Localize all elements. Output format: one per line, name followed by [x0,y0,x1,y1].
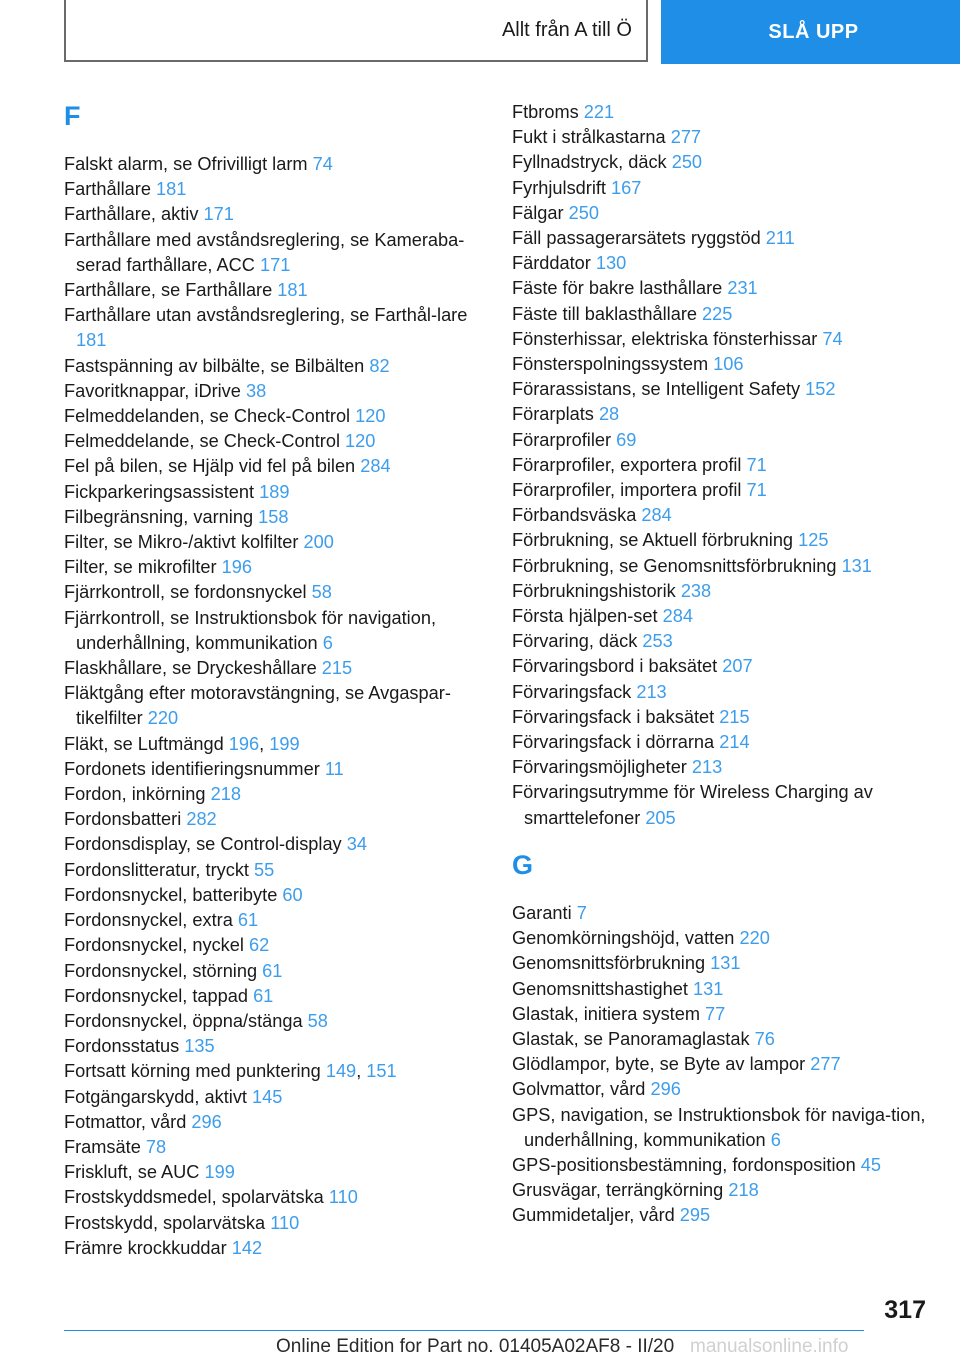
index-entry [512,276,932,301]
page-ref-link[interactable]: 218 [728,1180,759,1201]
index-entry [64,152,484,177]
page-ref-link[interactable]: 171 [259,254,291,275]
index-entry [512,125,932,150]
index-entry [64,404,484,429]
page-ref-link[interactable]: 82 [369,355,390,376]
index-column-right [512,100,932,1229]
index-entry [512,680,932,705]
index-entry-term: Fyllnadstryck, däck [512,152,672,173]
ref-separator: , [356,1061,367,1082]
page-ref-link[interactable]: 220 [147,708,179,729]
index-entry-term: Farthållare, se Farthållare [64,280,278,301]
page-ref-link[interactable]: 171 [203,204,234,225]
page-ref-link[interactable]: 199 [269,733,300,754]
index-entry-term: Farthållare utan avståndsreglering, se Farthål‐lare [64,305,468,326]
page-ref-link[interactable]: 55 [254,859,275,880]
index-entry-term: Felmeddelanden, se Check-Control [64,406,356,427]
index-entry [512,453,932,478]
index-entry [512,377,932,402]
index-entry [64,1236,484,1261]
index-entry-term: Fäste för bakre lasthållare [512,278,728,299]
index-entry-term: Fordonsnyckel, extra [64,910,238,931]
index-entry [512,1203,932,1228]
index-entry [512,951,932,976]
index-entry [512,1027,932,1052]
index-entry [64,530,484,555]
page-ref-link[interactable]: 131 [841,555,872,576]
page-ref-link[interactable]: 277 [810,1054,841,1075]
index-entry [64,1009,484,1034]
top-navigation-bar [0,0,960,66]
index-entry-term: Förarprofiler, exportera profil [512,454,747,475]
section-letter-g: G [512,849,534,880]
page-ref-link[interactable]: 213 [636,681,667,702]
index-entry-term: Fjärrkontroll, se Instruktionsbok för navigation, underhållning, kommunikation [64,607,437,653]
index-entry [512,579,932,604]
index-entry-term: Fordonsnyckel, störning [64,960,263,981]
page-ref-link[interactable]: 167 [611,177,642,198]
index-entry-term: Fordon, inkörning [64,784,211,805]
index-entry [64,782,484,807]
index-entry [512,176,932,201]
index-entry-term: Fortsatt körning med punktering [64,1061,326,1082]
watermark: manualsonline.info [690,1336,849,1357]
index-entry [64,908,484,933]
page-ref-link[interactable]: 284 [641,505,672,526]
index-entry [512,780,932,830]
index-entry-term: Förvaringsfack [512,681,637,702]
index-entry-term: Förbandsväska [512,505,642,526]
index-entry [64,580,484,605]
page-ref-link[interactable]: 250 [568,202,599,223]
page-ref-link[interactable]: 220 [739,928,770,949]
page-ref-link[interactable]: 149 [325,1061,357,1082]
index-entry [64,228,484,278]
page-ref-link[interactable]: 131 [710,953,741,974]
page-ref-link[interactable]: 282 [186,809,217,830]
page-ref-link[interactable]: 189 [259,481,290,502]
page-ref-link[interactable]: 215 [321,658,353,679]
index-entry-term: Förarassistans, se Intelligent Safety [512,379,806,400]
page-ref-link[interactable]: 200 [303,532,334,553]
page-ref-link[interactable]: 71 [746,454,767,475]
page-ref-link[interactable]: 74 [822,328,843,349]
index-entry-term: Förvaringsmöjligheter [512,757,692,778]
index-entry-term: Glastak, se Panoramaglastak [512,1028,755,1049]
page-ref-link[interactable]: 284 [662,606,693,627]
page-ref-link[interactable]: 7 [576,902,587,923]
index-entry-term: Friskluft, se AUC [64,1162,205,1183]
page-ref-link[interactable]: 205 [645,807,676,828]
page-ref-link[interactable]: 61 [253,985,274,1006]
index-entry [512,150,932,175]
index-entry-term: Fjärrkontroll, se fordonsnyckel [64,582,312,603]
index-entry-term: Fordonsnyckel, batteribyte [64,884,283,905]
index-entry [64,177,484,202]
index-entry [512,1002,932,1027]
index-entry [64,732,484,757]
page-ref-link[interactable]: 38 [245,380,267,401]
index-entry [512,478,932,503]
page-ref-link[interactable]: 218 [210,784,241,805]
page-ref-link[interactable]: 295 [679,1205,711,1226]
section-letter-f: F [64,101,81,131]
page-ref-link[interactable]: 151 [366,1061,397,1082]
index-column-left [64,100,484,1261]
index-entry [512,926,932,951]
page-ref-link[interactable]: 215 [719,706,750,727]
index-entry [512,1103,932,1153]
index-entry-term: Glödlampor, byte, se Byte av lampor [512,1054,811,1075]
index-entry [512,1178,932,1203]
index-entry-term: Felmeddelande, se Check-Control [64,431,346,452]
page-ref-link[interactable]: 225 [702,303,733,324]
index-entry-term: Genomsnittshastighet [512,978,693,999]
index-entry-term: Fäste till baklasthållare [512,303,703,324]
index-entry [64,1085,484,1110]
page-ref-link[interactable]: 145 [252,1086,283,1107]
index-entry [512,1153,932,1178]
page-ref-link[interactable]: 196 [221,557,253,578]
page-ref-link[interactable]: 76 [754,1028,775,1049]
index-entry [64,883,484,908]
page-ref-link[interactable]: 74 [312,154,333,174]
page-ref-link[interactable]: 213 [691,757,723,778]
index-entry [64,429,484,454]
index-entry-term: Fastspänning av bilbälte, se Bilbälten [64,355,370,376]
index-entry [512,528,932,553]
page-ref-link[interactable]: 181 [156,179,187,200]
index-entry-term: Favoritknappar, iDrive [64,380,246,401]
page-number: 317 [884,1296,926,1324]
index-entry-term: Fyrhjulsdrift [512,177,612,198]
page-ref-link[interactable]: 77 [705,1003,726,1024]
index-entry [64,303,484,353]
page-ref-link[interactable]: 45 [860,1154,882,1175]
index-entry-term: Filter, se Mikro-/aktivt kolfilter [64,532,304,553]
index-entry-term: Förarprofiler, importera profil [512,480,747,501]
index-entry [64,480,484,505]
index-entry-term: Glastak, initiera system [512,1003,706,1024]
index-entry [512,730,932,755]
index-entry [64,1185,484,1210]
lookup-tab[interactable] [661,0,960,64]
index-entry-term: Fäll passagerarsätets ryggstöd [512,228,766,249]
edition-text: Online Edition for Part no. 01405A02AF8 - II/20 [276,1336,675,1357]
ref-separator: , [259,733,270,754]
page-ref-link[interactable]: 296 [191,1111,222,1132]
index-entry [64,757,484,782]
index-entry-term: Golvmattor, vård [512,1079,651,1100]
index-entry-term: Frostskyddsmedel, spolarvätska [64,1187,329,1208]
index-entry [64,379,484,404]
index-entry [64,354,484,379]
index-entry [64,984,484,1009]
footer-divider [64,1330,864,1331]
page-ref-link[interactable]: 61 [237,910,259,931]
index-entry-term: Förbrukning, se Aktuell förbrukning [512,530,799,551]
index-entry [64,933,484,958]
page-ref-link[interactable]: 58 [307,1010,328,1031]
index-entry-term: Förbrukning, se Genomsnittsförbrukning [512,555,842,576]
index-entry [512,629,932,654]
page-ref-link[interactable]: 181 [76,330,107,351]
index-entry-term: Fel på bilen, se Hjälp vid fel på bilen [64,456,361,477]
index-entry [64,959,484,984]
index-entry-term: Fordonslitteratur, tryckt [64,859,255,880]
index-entry [512,428,932,453]
index-entry [64,858,484,883]
a-to-z-tab[interactable] [64,0,648,62]
index-entry-term: Förvaringsutrymme för Wireless Charging av smarttelefoner [512,782,873,828]
page-ref-link[interactable]: 181 [277,280,308,301]
index-entry-term: Fläkt, se Luftmängd [64,733,229,754]
a-to-z-tab-label: Allt från A till Ö [501,18,632,41]
index-entry-term: Farthållare med avståndsreglering, se Kameraba‐serad farthållare, ACC [64,229,465,275]
page-ref-link[interactable]: 110 [270,1212,300,1233]
index-entry [64,807,484,832]
page-ref-link[interactable]: 130 [595,253,627,274]
page-ref-link[interactable]: 211 [765,228,795,249]
index-entry [512,352,932,377]
index-entry [64,505,484,530]
index-entry-term: Fälgar [512,202,569,223]
index-entry-term: Förarprofiler [512,429,617,450]
page-ref-link[interactable]: 11 [324,758,344,779]
page-ref-link[interactable]: 231 [727,278,758,299]
index-entry [512,302,932,327]
page-ref-link[interactable]: 158 [258,506,289,527]
index-entry-term: Förvaringsbord i baksätet [512,656,723,677]
page-ref-link[interactable]: 60 [282,884,303,905]
index-entry [64,606,484,656]
index-list-f-right [512,100,932,831]
index-entry [512,226,932,251]
index-entry-term: Farthållare, aktiv [64,204,204,225]
index-entry-term: Flaskhållare, se Dryckeshållare [64,658,322,679]
page-ref-link[interactable]: 238 [680,580,712,601]
page-ref-link[interactable]: 34 [346,834,367,855]
index-entry-term: Fläktgång efter motoravstängning, se Avgaspar‐tikelfilter [64,683,451,729]
index-entry-term: Fordonsnyckel, nyckel [64,935,249,956]
page-ref-link[interactable]: 214 [719,732,750,753]
index-entry [512,402,932,427]
index-entry-term: Fordonets identifieringsnummer [64,758,325,779]
page-ref-link[interactable]: 120 [345,431,376,452]
index-entry-term: Gummidetaljer, vård [512,1205,680,1226]
index-entry-term: GPS, navigation, se Instruktionsbok för naviga‐tion, underhållning, kommunikation [512,1104,926,1150]
page-ref-link[interactable]: 61 [262,960,283,981]
page-ref-link[interactable]: 71 [746,480,767,501]
page-ref-link[interactable]: 69 [616,429,637,450]
index-entry [512,554,932,579]
index-entry [64,832,484,857]
page-ref-link[interactable]: 110 [328,1187,358,1208]
index-entry-term: Förvaring, däck [512,631,643,652]
index-entry [64,1160,484,1185]
index-entry-term: Garanti [512,902,577,923]
index-entry [512,901,932,926]
index-entry-term: Förvaringsfack i dörrarna [512,732,720,753]
lookup-tab-label: SLÅ UPP [768,20,859,43]
page-ref-link[interactable]: 250 [671,152,703,173]
index-entry-term: Fönsterhissar, elektriska fönsterhissar [512,328,823,349]
index-list-g [512,901,932,1229]
index-entry-term: Fukt i strålkastarna [512,127,671,148]
index-entry [512,977,932,1002]
index-entry [64,681,484,731]
page-ref-link[interactable]: 125 [798,530,829,551]
index-entry-term: Framsäte [64,1136,146,1157]
page-ref-link[interactable]: 131 [692,978,724,999]
page-ref-link[interactable]: 152 [805,379,836,400]
index-entry-term: Förbrukningshistorik [512,580,681,601]
page-ref-link[interactable]: 28 [598,404,620,425]
index-entry-term: Fordonsdisplay, se Control-display [64,834,347,855]
index-entry [512,251,932,276]
index-entry-term: Första hjälpen-set [512,606,663,627]
index-entry [512,755,932,780]
index-entry-term: Genomsnittsförbrukning [512,953,711,974]
page-ref-link[interactable]: 207 [722,656,753,677]
page-ref-link[interactable]: 277 [670,127,702,148]
index-entry-term: Fotgängarskydd, aktivt [64,1086,253,1107]
index-entry-term: Filbegränsning, varning [64,506,259,527]
index-entry-term: Främre krockkuddar [64,1237,232,1258]
index-entry [64,1059,484,1084]
index-entry [512,327,932,352]
index-entry-term: Fordonsnyckel, tappad [64,985,254,1006]
page-ref-link[interactable]: 120 [355,406,386,427]
page-ref-link[interactable]: 6 [322,632,333,653]
index-entry-term: Fordonsbatteri [64,809,187,830]
page-ref-link[interactable]: 135 [184,1036,215,1057]
page-ref-link[interactable]: 6 [770,1129,781,1150]
index-entry-term: Förarplats [512,404,599,425]
index-entry [512,604,932,629]
index-entry-term: Ftbroms [512,102,584,122]
index-entry [64,454,484,479]
index-entry-term: Frostskydd, spolarvätska [64,1212,271,1233]
index-entry [64,1135,484,1160]
index-entry [64,1211,484,1236]
index-entry [512,705,932,730]
index-entry [64,202,484,227]
page-ref-link[interactable]: 62 [248,935,270,956]
index-entry [64,1110,484,1135]
index-list-f-left [64,152,484,1261]
index-entry-term: Falskt alarm, se Ofrivilligt larm [64,154,313,174]
index-entry-term: Grusvägar, terrängkörning [512,1180,729,1201]
index-entry-term: Genomkörningshöjd, vatten [512,928,740,949]
index-entry [512,1052,932,1077]
page-ref-link[interactable]: 58 [311,582,332,603]
page-ref-link[interactable]: 284 [360,456,391,477]
index-entry-term: Förvaringsfack i baksätet [512,706,720,727]
index-entry [64,278,484,303]
index-entry [512,100,932,125]
page-ref-link[interactable]: 296 [650,1079,681,1100]
index-entry-term: Farthållare [64,179,156,200]
index-entry-term: Fordonsstatus [64,1036,185,1057]
page-ref-link[interactable]: 78 [145,1136,167,1157]
index-entry [512,503,932,528]
page-ref-link[interactable]: 106 [713,354,744,375]
index-entry-term: Filter, se mikrofilter [64,557,222,578]
page-ref-link[interactable]: 199 [204,1162,235,1183]
page-ref-link[interactable]: 253 [642,631,673,652]
index-entry-term: GPS-positionsbestämning, fordonsposition [512,1154,861,1175]
page-ref-link[interactable]: 142 [231,1237,263,1258]
index-entry [512,201,932,226]
index-entry-term: Fotmattor, vård [64,1111,192,1132]
index-entry [512,1077,932,1102]
index-entry [64,1034,484,1059]
index-entry-term: Fordonsnyckel, öppna/stänga [64,1010,308,1031]
page-ref-link[interactable]: 221 [583,102,615,122]
index-entry-term: Fönsterspolningssystem [512,354,714,375]
index-entry [64,656,484,681]
page-ref-link[interactable]: 196 [228,733,260,754]
index-entry-term: Färddator [512,253,596,274]
index-entry [512,654,932,679]
index-entry [64,555,484,580]
index-entry-term: Fickparkeringsassistent [64,481,260,502]
